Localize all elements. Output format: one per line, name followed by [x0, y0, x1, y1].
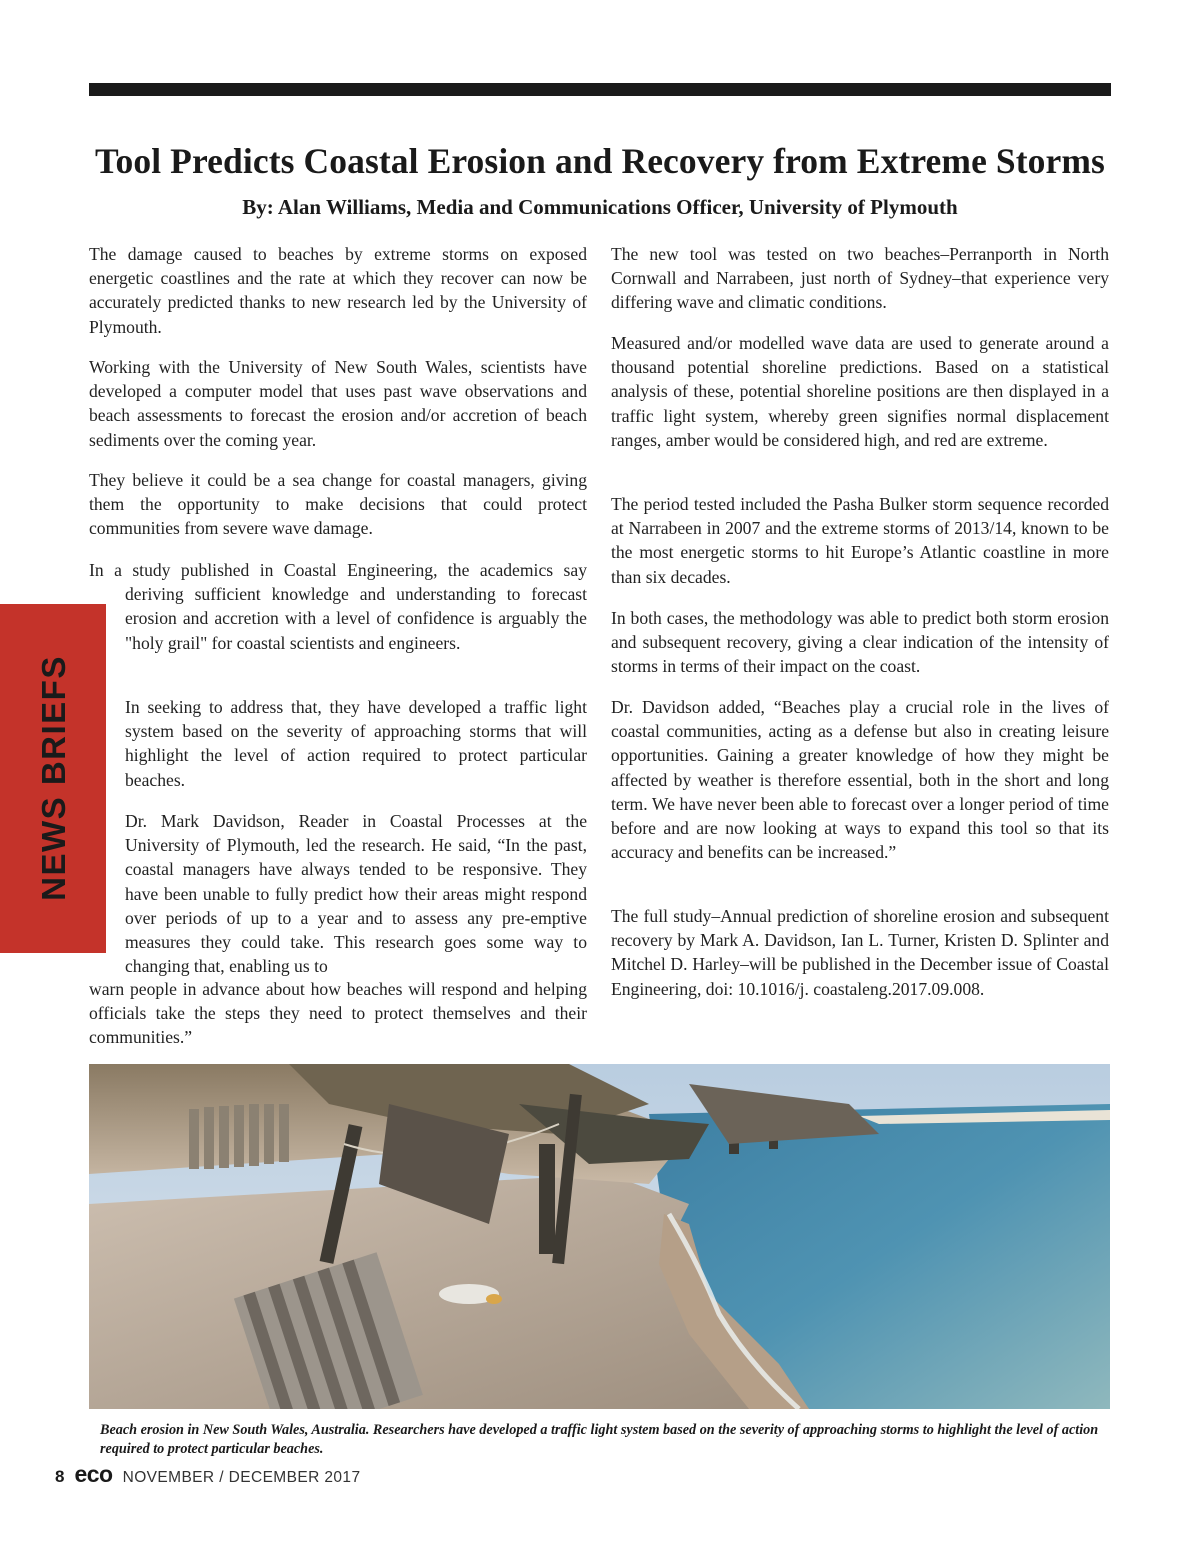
- issue-date: NOVEMBER / DECEMBER 2017: [122, 1469, 361, 1486]
- left-paragraph-2: Working with the University of New South Wales, scientists have developed a computer model that uses past wave observations and beach assessments to forecast the erosion and/or accretion of beach sediments over the coming year.: [89, 357, 587, 450]
- right-paragraph-6: The full study–Annual prediction of shoreline erosion and subsequent recovery by Mark A. Davidson, Ian L. Turner, Kristen D. Splinter and Mitchel D. Harley–will be published in the December issue of Coastal Engineering, doi: 10.1016/j. coastaleng.2017.09.008.: [611, 906, 1109, 999]
- right-paragraph-1: The new tool was tested on two beaches–Perranporth in North Cornwall and Narrabeen, just north of Sydney–that experience very differing wave and climatic conditions.: [611, 244, 1109, 313]
- top-rule: [89, 83, 1111, 96]
- right-paragraph-3: The period tested included the Pasha Bulker storm sequence recorded at Narrabeen in 2007 and the extreme storms of 2013/14, known to be the most energetic storms to hit Europe’s Atlantic coastline in more than six decades.: [611, 494, 1109, 587]
- left-paragraph-6: Dr. Mark Davidson, Reader in Coastal Processes at the University of Plymouth, led the research. He said, “In the past, coastal managers have always tended to be responsive. They have been unable to fully predict how their areas might respond over periods of up to a year and to assess any pre-emptive measures they could take. This research goes some way to changing that, enabling us to: [125, 811, 587, 977]
- left-paragraph-4: In a study published in Coastal Engineering, the academics say deriving sufficient knowledge and understanding to forecast erosion and accretion with a level of confidence is arguably the "holy grail" for coastal scientists and engineers.: [89, 560, 587, 653]
- page-number: 8: [55, 1467, 65, 1486]
- left-paragraph-1: The damage caused to beaches by extreme storms on exposed energetic coastlines and the rate at which they recover can now be accurately predicted thanks to new research led by the University of Plymouth.: [89, 244, 587, 337]
- left-paragraph-5: In seeking to address that, they have developed a traffic light system based on the severity of approaching storms that will highlight the level of action required to protect particular beaches.: [125, 697, 587, 790]
- left-paragraph-6-continued: warn people in advance about how beaches will respond and helping officials take the steps they need to protect themselves and their communities.”: [89, 979, 587, 1048]
- beach-erosion-photo: [89, 1064, 1110, 1409]
- left-paragraph-3: They believe it could be a sea change for coastal managers, giving them the opportunity to make decisions that could protect communities from severe wave damage.: [89, 470, 587, 539]
- article-title: Tool Predicts Coastal Erosion and Recovery from Extreme Storms: [95, 141, 1105, 181]
- right-paragraph-2: Measured and/or modelled wave data are used to generate around a thousand potential shoreline predictions. Based on a statistical analysis of these, potential shoreline positions are then displayed in a traffic light system, whereby green signifies normal displacement ranges, amber would be considered high, and red are extreme.: [611, 333, 1109, 450]
- right-paragraph-5: Dr. Davidson added, “Beaches play a crucial role in the lives of coastal communities, acting as a defense but also in creating leisure opportunities. Gaining a greater knowledge of how they might be affected by weather is therefore essential, both in the short and long term. We have never been able to forecast over a longer period of time before and are now looking at ways to expand this tool so that its accuracy and benefits can be increased.”: [611, 697, 1109, 863]
- right-paragraph-4: In both cases, the methodology was able to predict both storm erosion and subsequent recovery, giving a clear indication of the intensity of storms in terms of their impact on the coast.: [611, 608, 1109, 677]
- article-byline: By: Alan Williams, Media and Communications Officer, University of Plymouth: [242, 195, 958, 219]
- photo-caption: Beach erosion in New South Wales, Australia. Researchers have developed a traffic light system based on the severity of approaching storms to highlight the level of action required to protect particular beaches.: [100, 1422, 1099, 1457]
- page-footer: [55, 1461, 360, 1485]
- section-tab-label: NEWS BRIEFS: [35, 655, 72, 901]
- magazine-logo: eco: [74, 1461, 113, 1487]
